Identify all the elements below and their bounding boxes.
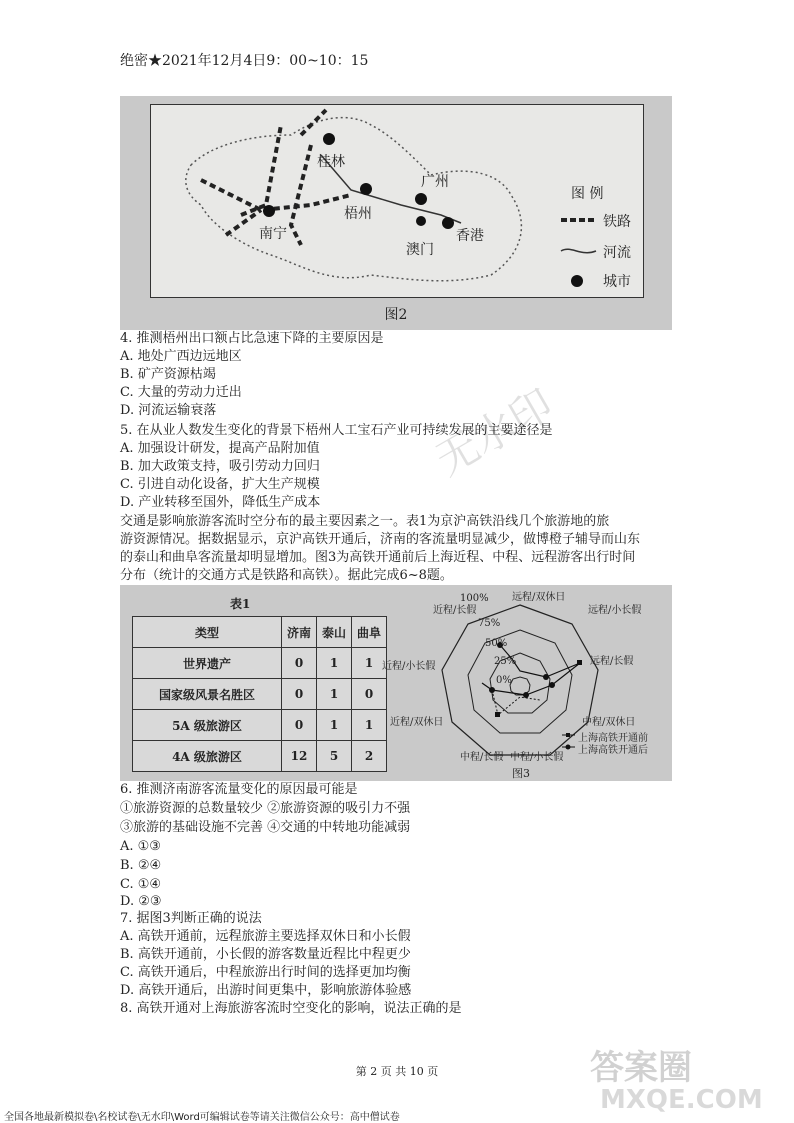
bottom-note: 全国各地最新模拟卷\名校试卷\无水印\Word可编辑试卷等请关注微信公众号：高中僧试卷 <box>4 1112 400 1123</box>
radar-axis-label: 远程/小长假 <box>588 605 642 616</box>
exam-header: 绝密★2021年12月4日9：00~10：15 <box>120 53 369 69</box>
figure-3-panel <box>120 585 672 781</box>
city-label: 香港 <box>456 228 484 244</box>
city-label: 广州 <box>421 174 449 190</box>
q5-stem: 5. 在从业人数发生变化的背景下梧州人工宝石产业可持续发展的主要途径是 <box>120 423 553 438</box>
brand-logo-url: MXQE.COM <box>600 1085 763 1115</box>
q6-option-a: A. ①③ <box>120 839 161 854</box>
table-cell: 0 <box>282 679 317 710</box>
radar-axis-label: 中程/小长假 <box>510 752 564 763</box>
q6-option-b: B. ②④ <box>120 858 162 873</box>
q6-items: ③旅游的基础设施不完善 ④交通的中转地功能减弱 <box>120 820 411 835</box>
q6-items: ①旅游资源的总数量较少 ②旅游资源的吸引力不强 <box>120 801 411 816</box>
table-cell: 0 <box>282 710 317 741</box>
radar-axis-label: 远程/双休日 <box>512 592 566 603</box>
radar-axis-label: 远程/长假 <box>590 656 634 667</box>
figure-2-caption: 图2 <box>384 307 408 323</box>
q4-option-c: C. 大量的劳动力迁出 <box>120 385 242 400</box>
table-header-cell: 济南 <box>282 617 317 648</box>
table-cell: 1 <box>317 710 352 741</box>
table-1-title: 表1 <box>230 597 251 611</box>
map-panel <box>150 104 644 298</box>
radar-ring-label: 75% <box>478 618 501 629</box>
radar-ring-label: 50% <box>485 638 508 649</box>
q7-option-b: B. 高铁开通前，小长假的游客数量近程比中程更少 <box>120 947 411 962</box>
legend-city: 城市 <box>603 274 631 290</box>
radar-legend-after: 上海高铁开通后 <box>578 745 648 756</box>
table-cell: 国家级风景名胜区 <box>133 679 282 710</box>
city-label: 南宁 <box>259 226 287 242</box>
table-header-cell: 泰山 <box>317 617 352 648</box>
radar-axis-label: 中程/双休日 <box>582 717 636 728</box>
radar-axis-label: 近程/小长假 <box>382 661 436 672</box>
city-label: 澳门 <box>406 242 434 258</box>
q7-option-a: A. 高铁开通前，远程旅游主要选择双休日和小长假 <box>120 929 411 944</box>
legend-title: 图 例 <box>571 186 604 202</box>
city-label: 梧州 <box>344 206 372 222</box>
passage-line: 分布（统计的交通方式是铁路和高铁）。据此完成6~8题。 <box>120 568 453 583</box>
table-header-cell: 曲阜 <box>352 617 387 648</box>
figure-3-caption: 图3 <box>512 767 530 780</box>
table-cell: 4A 级旅游区 <box>133 741 282 772</box>
radar-axis-label: 近程/长假 <box>433 605 477 616</box>
table-cell: 1 <box>352 648 387 679</box>
q5-option-d: D. 产业转移至国外，降低生产成本 <box>120 495 321 510</box>
table-cell: 5A 级旅游区 <box>133 710 282 741</box>
table-cell: 1 <box>352 710 387 741</box>
q5-option-c: C. 引进自动化设备，扩大生产规模 <box>120 477 320 492</box>
table-cell: 12 <box>282 741 317 772</box>
table-cell: 2 <box>352 741 387 772</box>
q4-option-d: D. 河流运输衰落 <box>120 403 217 418</box>
city-label: 桂林 <box>317 154 345 170</box>
table-cell: 1 <box>317 648 352 679</box>
radar-ring-label: 0% <box>496 675 512 686</box>
table-cell: 世界遗产 <box>133 648 282 679</box>
q4-option-b: B. 矿产资源枯竭 <box>120 367 216 382</box>
radar-ring-label: 25% <box>494 656 517 667</box>
page-number: 第 2 页 共 10 页 <box>355 1065 439 1078</box>
passage-line: 的泰山和曲阜客流量却明显增加。图3为高铁开通前后上海近程、中程、远程游客出行时间 <box>120 550 636 565</box>
q6-stem: 6. 推测济南游客流量变化的原因最可能是 <box>120 782 358 797</box>
passage-line: 交通是影响旅游客流时空分布的最主要因素之一。表1为京沪高铁沿线几个旅游地的旅 <box>120 514 610 529</box>
q6-option-d: D. ②③ <box>120 894 162 909</box>
map-drawing <box>151 105 643 297</box>
legend-railway: 铁路 <box>603 214 631 230</box>
q7-option-d: D. 高铁开通后，出游时间更集中，影响旅游体验感 <box>120 983 412 998</box>
q7-stem: 7. 据图3判断正确的说法 <box>120 911 262 926</box>
table-cell: 1 <box>317 679 352 710</box>
q8-stem: 8. 高铁开通对上海旅游客流时空变化的影响，说法正确的是 <box>120 1001 462 1016</box>
q6-option-c: C. ①④ <box>120 877 162 892</box>
brand-logo-text: 答案圈 <box>590 1048 692 1088</box>
radar-legend-before: 上海高铁开通前 <box>578 733 648 744</box>
legend-river: 河流 <box>603 245 631 261</box>
table-cell: 0 <box>352 679 387 710</box>
passage-line: 游资源情况。据数据显示，京沪高铁开通后，济南的客流量明显减少，做博橙子辅导而山东 <box>120 532 641 547</box>
q4-stem: 4. 推测梧州出口额占比急速下降的主要原因是 <box>120 331 384 346</box>
table-cell: 0 <box>282 648 317 679</box>
watermark-text: 无水印 <box>427 379 562 485</box>
radar-ring-label: 100% <box>460 593 489 604</box>
q4-option-a: A. 地处广西边远地区 <box>120 349 242 364</box>
q7-option-c: C. 高铁开通后，中程旅游出行时间的选择更加均衡 <box>120 965 411 980</box>
radar-axis-label: 近程/双休日 <box>390 717 444 728</box>
q5-option-a: A. 加强设计研发，提高产品附加值 <box>120 441 320 456</box>
table-cell: 5 <box>317 741 352 772</box>
radar-axis-label: 中程/长假 <box>460 752 504 763</box>
q5-option-b: B. 加大政策支持，吸引劳动力回归 <box>120 459 320 474</box>
figure-2-map <box>120 96 672 330</box>
table-header-cell: 类型 <box>133 617 282 648</box>
